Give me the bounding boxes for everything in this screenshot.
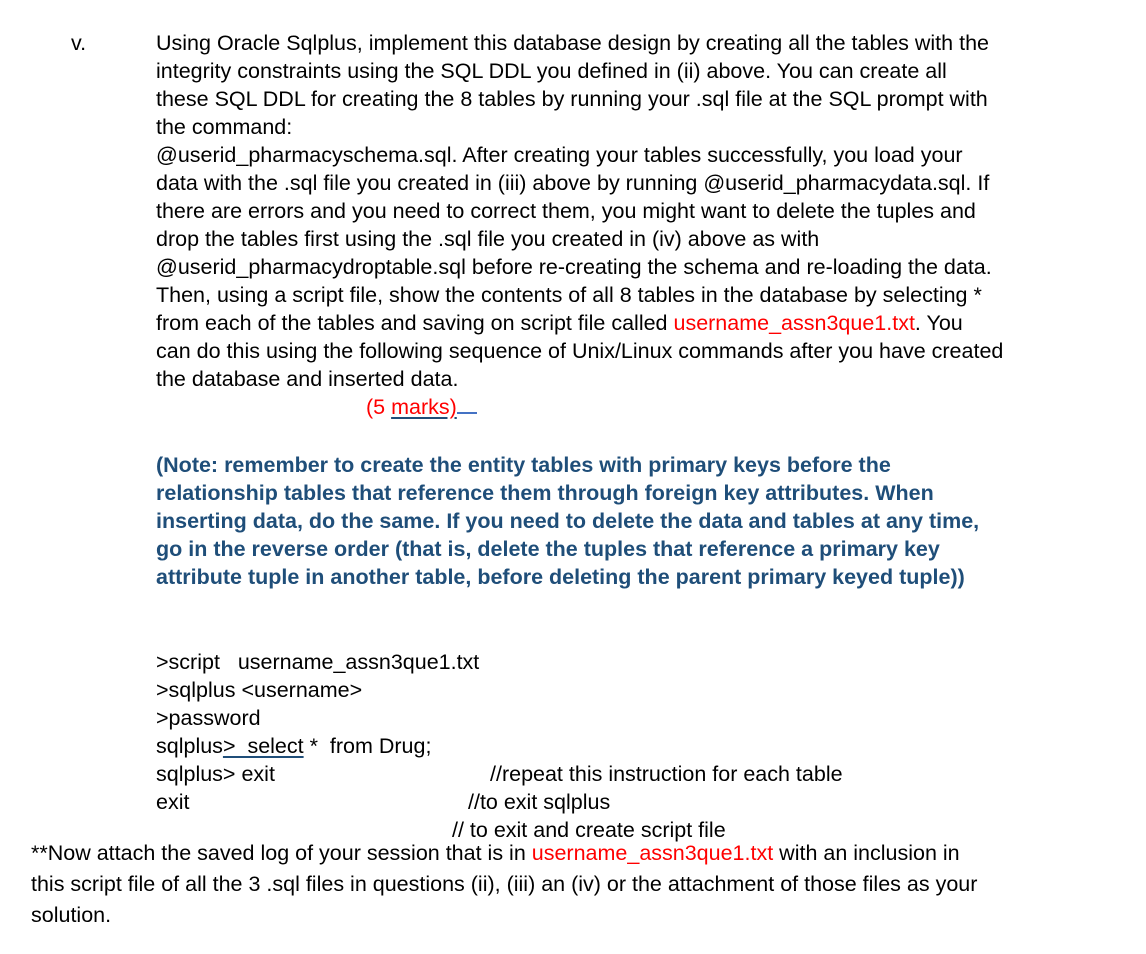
note-line: relationship tables that reference them through foreign key attributes. When — [156, 481, 934, 505]
marks-trailing-underline — [457, 394, 477, 414]
marks-label — [156, 393, 1141, 421]
final-line: solution. — [31, 903, 112, 927]
command-suffix: * from Drug; — [303, 734, 432, 758]
script-file-line — [156, 309, 1141, 337]
final-instruction — [31, 838, 1131, 931]
marks-open: (5 — [366, 395, 392, 419]
paragraph-line: integrity constraints using the SQL DDL you defined in (ii) above. You can create all — [156, 59, 947, 83]
command-sequence — [156, 620, 1141, 842]
final-filename: username_assn3que1.txt — [531, 841, 774, 865]
command-text: exit — [156, 790, 190, 814]
paragraph-line: there are errors and you need to correct them, you might want to delete the tuples and — [156, 199, 976, 223]
paragraph-line: data with the .sql file you created in (iii) above by running @userid_pharmacydata.sql. If — [156, 171, 990, 195]
paragraph-line: these SQL DDL for creating the 8 tables by running your .sql file at the SQL prompt with — [156, 87, 988, 111]
command-comment: // to exit and create script file — [452, 818, 726, 842]
command-text: >password — [156, 706, 261, 730]
marks-word: marks) — [391, 395, 457, 419]
command-text: >script username_assn3que1.txt — [156, 650, 480, 674]
command-prefix: sqlplus — [156, 734, 223, 758]
script-filename: username_assn3que1.txt — [673, 311, 915, 335]
final-line: this script file of all the 3 .sql files in questions (ii), (iii) an (iv) or the attachment of those files as your — [31, 872, 978, 896]
command-select-underlined: > select — [222, 734, 304, 758]
command-text: >sqlplus <username> — [156, 678, 363, 702]
note-line: attribute tuple in another table, before deleting the parent primary keyed tuple)) — [156, 565, 965, 589]
paragraph-line: the database and inserted data. — [156, 367, 459, 391]
paragraph-line: drop the tables first using the .sql file you created in (iv) above as with — [156, 227, 820, 251]
item-number: v. — [71, 31, 87, 55]
command-comment: //to exit sqlplus — [468, 790, 611, 814]
script-line-tail: . You — [914, 311, 963, 335]
paragraph-line: can do this using the following sequence of Unix/Linux commands after you have created — [156, 339, 1004, 363]
paragraph-line: Using Oracle Sqlplus, implement this database design by creating all the tables with the — [156, 31, 989, 55]
paragraph-line: Then, using a script file, show the contents of all 8 tables in the database by selecting * — [156, 283, 982, 307]
paragraph-line: @userid_pharmacydroptable.sql before re-creating the schema and re-loading the data. — [156, 255, 992, 279]
script-line-text: from each of the tables and saving on script file called — [156, 311, 674, 335]
command-row — [156, 676, 1141, 730]
paragraph-line: @userid_pharmacyschema.sql. After creating your tables successfully, you load your — [156, 143, 963, 167]
command-text: sqlplus> exit — [156, 762, 275, 786]
instruction-paragraph — [156, 29, 1141, 421]
final-line — [31, 838, 1131, 869]
note-line: inserting data, do the same. If you need to delete the data and tables at any time, — [156, 509, 980, 533]
note-line: (Note: remember to create the entity tables with primary keys before the — [156, 453, 891, 477]
command-row — [156, 620, 1141, 674]
command-comment: //repeat this instruction for each table — [490, 762, 843, 786]
final-line-text: **Now attach the saved log of your session that is in — [31, 841, 532, 865]
command-row — [156, 648, 1141, 702]
final-line-tail: with an inclusion in — [773, 841, 960, 865]
note-block — [156, 451, 1141, 591]
paragraph-line: the command: — [156, 115, 293, 139]
note-line: go in the reverse order (that is, delete the tuples that reference a primary key — [156, 537, 940, 561]
